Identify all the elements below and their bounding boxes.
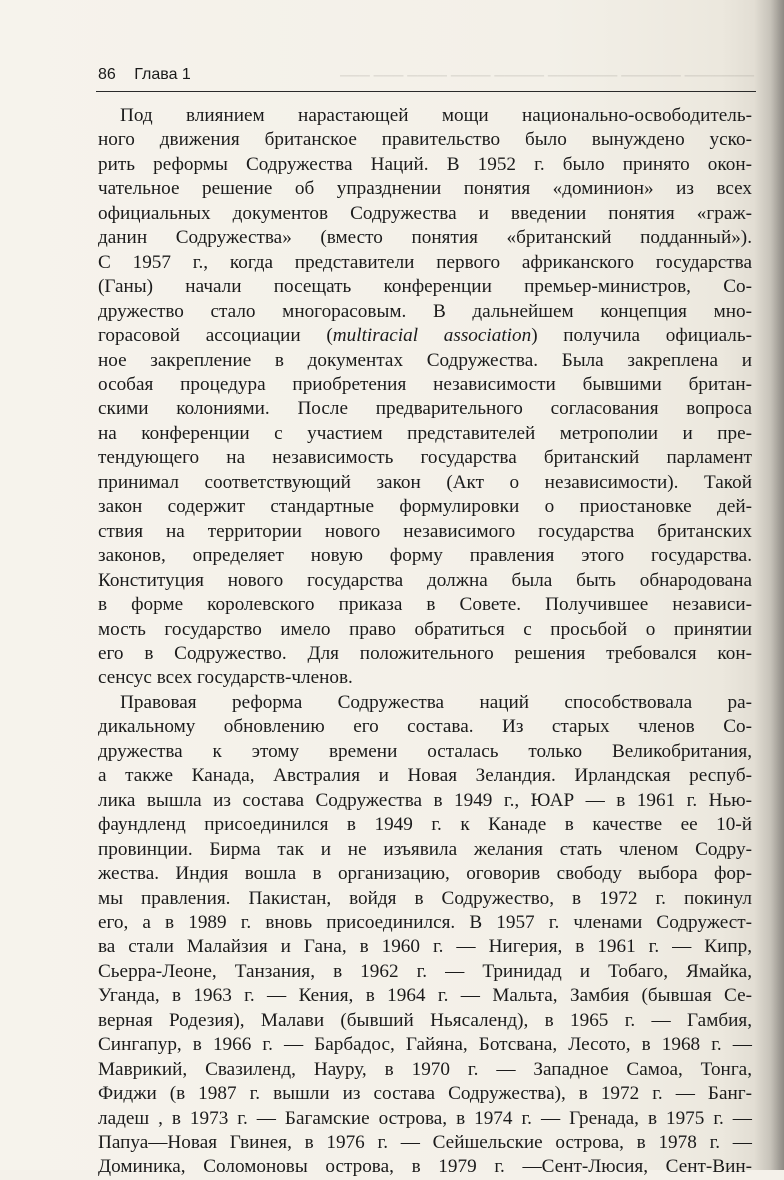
text-line: в форме королевского приказа в Совете. Получившее независи-	[98, 594, 752, 616]
text-line: горасовой ассоциации (multiracial association) получила официаль-	[98, 325, 752, 347]
text-line: ное закрепление в документах Содружества. Была закреплена и	[98, 349, 752, 371]
body-text	[98, 104, 752, 1180]
show-through-text: ─── ─── ──── ──── ───── ─────── ────── ───────	[340, 67, 755, 83]
text-line: законов, определяет новую форму правления этого государства.	[98, 545, 752, 567]
text-line: верная Родезия), Малави (бывший Ньясаленд), в 1965 г. — Гамбия,	[98, 1009, 752, 1031]
text-line: Папуа—Новая Гвинея, в 1976 г. — Сейшельские острова, в 1978 г. —	[98, 1132, 752, 1154]
text-line: чательное решение об упразднении понятия «доминион» из всех	[98, 178, 752, 200]
text-line: Конституция нового государства должна была быть обнародована	[98, 569, 752, 591]
text-line: ного движения британское правительство было вынуждено уско-	[98, 129, 752, 151]
text-line: закон содержит стандартные формулировки о приостановке дей-	[98, 496, 752, 518]
text-line: Сьерра-Леоне, Танзания, в 1962 г. — Тринидад и Тобаго, Ямайка,	[98, 960, 752, 982]
header-rule	[96, 91, 756, 92]
text-line: скими колониями. После предварительного согласования вопроса	[98, 398, 752, 420]
paragraph-2	[98, 691, 752, 1180]
text-line: С 1957 г., когда представители первого африканского государства	[98, 251, 752, 273]
text-line: Фиджи (в 1987 г. вышли из состава Содружества), в 1972 г. — Банг-	[98, 1083, 752, 1105]
text-line: фаундленд присоединился в 1949 г. к Канаде в качестве ее 10-й	[98, 814, 752, 836]
text-line: данин Содружества» (вместо понятия «британский подданный»).	[98, 227, 752, 249]
text-line: Под влиянием нарастающей мощи национально-освободитель-	[120, 105, 752, 126]
text-line: ва стали Малайзия и Гана, в 1960 г. — Нигерия, в 1961 г. — Кипр,	[98, 936, 752, 958]
text-line: его в Содружество. Для положительного решения требовался кон-	[98, 642, 752, 664]
text-line: Уганда, в 1963 г. — Кения, в 1964 г. — Мальта, Замбия (бывшая Се-	[98, 985, 752, 1007]
italic-term: multiracial association	[332, 325, 532, 347]
text-line: его, а в 1989 г. вновь присоединился. В 1957 г. членами Содружест-	[98, 911, 752, 933]
text-line: а также Канада, Австралия и Новая Зеландия. Ирландская респуб-	[98, 765, 752, 787]
text-line: дружество стало многорасовым. В дальнейшем концепция мно-	[98, 300, 752, 322]
text-line: рить реформы Содружества Наций. В 1952 г. было принято окон-	[98, 153, 752, 175]
text-line: на конференции с участием представителей метрополии и пре-	[98, 422, 752, 444]
running-head	[98, 66, 191, 84]
text-line: сенсус всех государств-членов.	[98, 667, 353, 689]
text-line: жества. Индия вошла в организацию, оговорив свободу выбора фор-	[98, 863, 752, 885]
text-line: дружества к этому времени осталась только Великобритания,	[98, 740, 752, 762]
text-line: мы правления. Пакистан, войдя в Содружество, в 1972 г. покинул	[98, 887, 752, 909]
text-line: Доминика, Соломоновы острова, в 1979 г. —Сент-Люсия, Сент-Вин-	[98, 1156, 752, 1178]
text-line: Маврикий, Свазиленд, Науру, в 1970 г. — Западное Самоа, Тонга,	[98, 1058, 752, 1080]
text-line: (Ганы) начали посещать конференции премьер-министров, Со-	[98, 276, 752, 298]
text-line: официальных документов Содружества и введении понятия «граж-	[98, 202, 752, 224]
text-line: Сингапур, в 1966 г. — Барбадос, Гайяна, Ботсвана, Лесото, в 1968 г. —	[98, 1034, 752, 1056]
text-line: Правовая реформа Содружества наций способствовала ра-	[120, 691, 752, 713]
paragraph-1	[98, 104, 752, 691]
spine-shadow	[754, 0, 784, 1170]
page-number: 86	[98, 66, 116, 83]
text-line: ствия на территории нового независимого государства британских	[98, 520, 752, 542]
text-line: особая процедура приобретения независимости бывшими британ-	[98, 373, 752, 395]
text-line: провинции. Бирма так и не изъявила желания стать членом Содру-	[98, 838, 752, 860]
chapter-title: Глава 1	[134, 66, 191, 83]
text-line: мость государство имело право обратиться с просьбой о принятии	[98, 618, 752, 640]
text-line: ладеш , в 1973 г. — Багамские острова, в 1974 г. — Гренада, в 1975 г. —	[98, 1107, 752, 1129]
text-line: тендующего на независимость государства британский парламент	[98, 447, 752, 469]
text-line: дикальному обновлению его состава. Из старых членов Со-	[98, 716, 752, 738]
text-line: лика вышла из состава Содружества в 1949 г., ЮАР — в 1961 г. Нью-	[98, 789, 752, 811]
text-line: принимал соответствующий закон (Акт о независимости). Такой	[98, 471, 752, 493]
